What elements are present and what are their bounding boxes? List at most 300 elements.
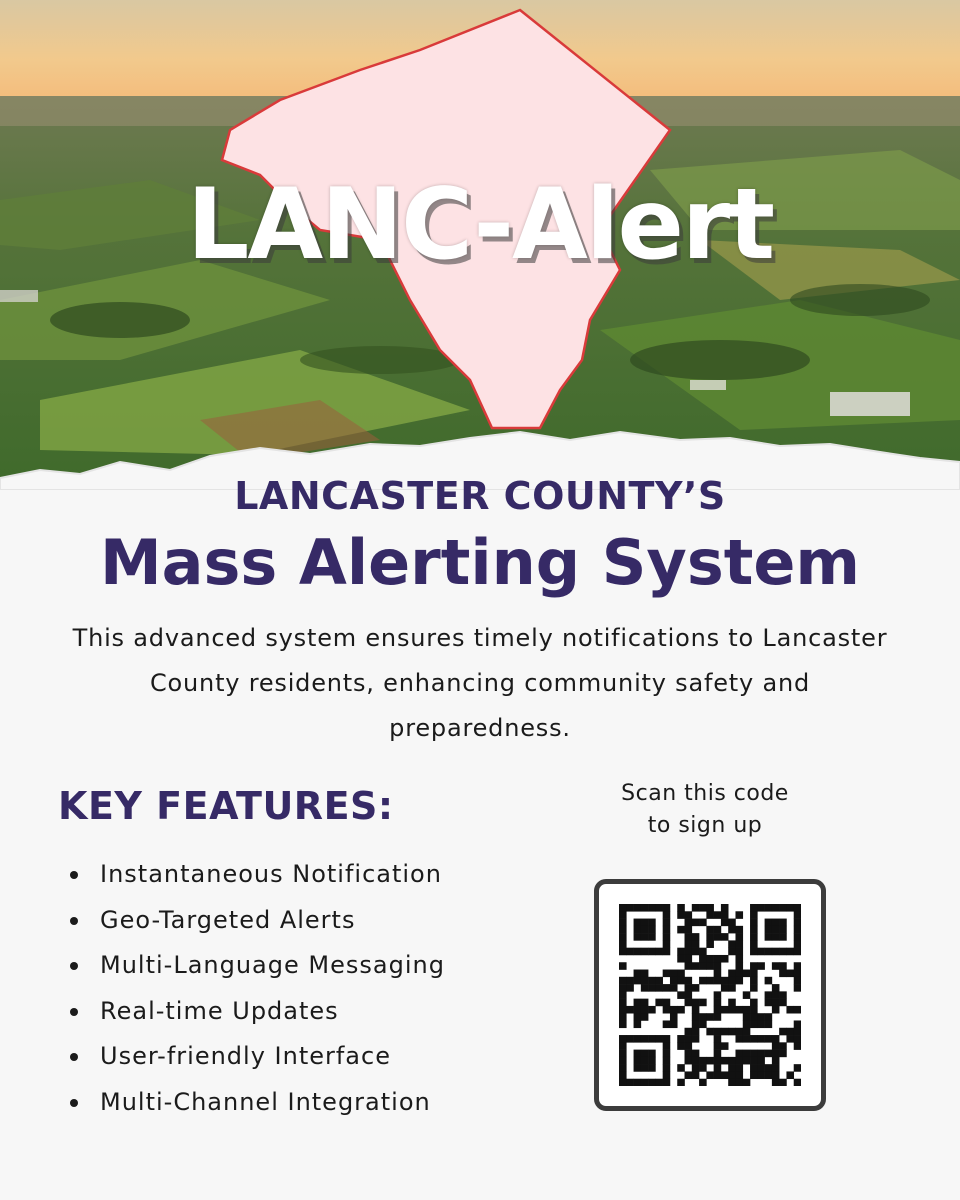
qr-module <box>634 933 642 941</box>
qr-module <box>750 911 758 919</box>
qr-module <box>663 1020 671 1028</box>
qr-module <box>626 1035 634 1043</box>
qr-module <box>772 933 780 941</box>
qr-module <box>619 933 627 941</box>
qr-module <box>663 999 671 1007</box>
qr-module <box>765 919 773 927</box>
qr-module <box>670 977 678 985</box>
qr-module <box>692 1071 700 1079</box>
description-paragraph <box>20 616 940 751</box>
qr-module <box>757 948 765 956</box>
qr-module <box>779 991 787 999</box>
qr-module <box>706 904 714 912</box>
qr-module <box>655 904 663 912</box>
qr-module <box>641 977 649 985</box>
qr-module <box>794 1035 801 1043</box>
qr-module <box>735 970 743 978</box>
qr-module <box>735 962 743 970</box>
qr-module <box>714 1071 722 1079</box>
qr-module <box>619 926 627 934</box>
qr-module <box>663 1079 671 1086</box>
qr-module <box>779 999 787 1007</box>
qr-module <box>692 940 700 948</box>
qr-module <box>779 1042 787 1050</box>
qr-module <box>663 1035 671 1043</box>
qr-module <box>685 984 693 992</box>
qr-module <box>743 1006 751 1014</box>
qr-module <box>743 1013 751 1021</box>
qr-module <box>728 919 736 927</box>
qr-module <box>641 1057 649 1065</box>
qr-module <box>641 904 649 912</box>
qr-module <box>765 926 773 934</box>
qr-module <box>779 933 787 941</box>
scan-line: Scan this code <box>621 781 789 806</box>
qr-module <box>685 1050 693 1058</box>
qr-module <box>619 1042 627 1050</box>
qr-module <box>641 1064 649 1072</box>
qr-module <box>721 1028 729 1036</box>
qr-module <box>728 1028 736 1036</box>
qr-module <box>772 984 780 992</box>
qr-module <box>772 1006 780 1014</box>
qr-module <box>619 1013 627 1021</box>
qr-module <box>772 1079 780 1086</box>
qr-module <box>772 1064 780 1072</box>
qr-module <box>685 948 693 956</box>
qr-module <box>685 911 693 919</box>
qr-module <box>779 1050 787 1058</box>
qr-module <box>714 1064 722 1072</box>
qr-module <box>779 1028 787 1036</box>
qr-module <box>663 926 671 934</box>
qr-module <box>743 1057 751 1065</box>
qr-module <box>714 991 722 999</box>
qr-module <box>714 1042 722 1050</box>
qr-module <box>765 1064 773 1072</box>
qr-module <box>655 1079 663 1086</box>
qr-module <box>714 1057 722 1065</box>
qr-module <box>794 911 801 919</box>
description-line: preparedness. <box>389 714 571 742</box>
qr-module <box>677 926 685 934</box>
qr-module <box>750 904 758 912</box>
qr-module <box>692 962 700 970</box>
qr-module <box>714 1050 722 1058</box>
qr-module <box>655 999 663 1007</box>
qr-module <box>728 970 736 978</box>
qr-module <box>648 926 656 934</box>
qr-module <box>692 904 700 912</box>
qr-module <box>641 948 649 956</box>
scan-line: to sign up <box>647 813 763 838</box>
qr-module <box>750 926 758 934</box>
qr-module <box>634 999 642 1007</box>
qr-module <box>619 1064 627 1072</box>
qr-module <box>648 1064 656 1072</box>
qr-module <box>641 1035 649 1043</box>
qr-module <box>794 1042 801 1050</box>
qr-module <box>794 1028 801 1036</box>
qr-module <box>735 1035 743 1043</box>
qr-module <box>721 1057 729 1065</box>
qr-module <box>648 1079 656 1086</box>
qr-module <box>714 1013 722 1021</box>
qr-module <box>750 940 758 948</box>
qr-module <box>765 1050 773 1058</box>
qr-module <box>735 1071 743 1079</box>
qr-module <box>743 1028 751 1036</box>
qr-module <box>663 1042 671 1050</box>
qr-module <box>750 933 758 941</box>
qr-module <box>772 926 780 934</box>
qr-module <box>728 984 736 992</box>
qr-module <box>721 919 729 927</box>
qr-module <box>772 1057 780 1065</box>
qr-module <box>794 933 801 941</box>
qr-module <box>765 904 773 912</box>
qr-module <box>728 1006 736 1014</box>
qr-module <box>735 1028 743 1036</box>
qr-module <box>634 1020 642 1028</box>
qr-module <box>677 1035 685 1043</box>
qr-module <box>750 1013 758 1021</box>
qr-module <box>641 926 649 934</box>
qr-module <box>634 970 642 978</box>
qr-module <box>728 1064 736 1072</box>
qr-module <box>692 1028 700 1036</box>
qr-module <box>626 1006 634 1014</box>
qr-module <box>699 962 707 970</box>
qr-module <box>619 1071 627 1079</box>
qr-module <box>692 948 700 956</box>
qr-module <box>655 1035 663 1043</box>
qr-module <box>743 1035 751 1043</box>
qr-module <box>699 1057 707 1065</box>
qr-module <box>721 911 729 919</box>
qr-module <box>721 977 729 985</box>
qr-module <box>721 933 729 941</box>
qr-module <box>757 1035 765 1043</box>
qr-module <box>641 919 649 927</box>
qr-module <box>634 926 642 934</box>
qr-module <box>619 911 627 919</box>
qr-module <box>619 977 627 985</box>
qr-module <box>634 904 642 912</box>
qr-module <box>757 1064 765 1072</box>
qr-module <box>750 1064 758 1072</box>
qr-module <box>685 1057 693 1065</box>
qr-module <box>699 948 707 956</box>
qr-module <box>779 926 787 934</box>
qr-module <box>735 1064 743 1072</box>
qr-code-icon[interactable] <box>619 904 801 1086</box>
qr-module <box>663 1050 671 1058</box>
qr-module <box>765 948 773 956</box>
qr-module <box>750 984 758 992</box>
qr-module <box>735 933 743 941</box>
qr-module <box>772 1035 780 1043</box>
qr-module <box>706 1071 714 1079</box>
qr-module <box>743 1079 751 1086</box>
qr-module <box>677 948 685 956</box>
qr-module <box>772 1042 780 1050</box>
qr-module <box>685 926 693 934</box>
feature-item: Multi-Channel Integration <box>66 1080 445 1126</box>
qr-module <box>655 984 663 992</box>
qr-module <box>626 948 634 956</box>
qr-module <box>706 933 714 941</box>
page-title: Mass Alerting System <box>99 526 861 599</box>
qr-module <box>699 1013 707 1021</box>
qr-module <box>735 948 743 956</box>
qr-module <box>699 999 707 1007</box>
qr-module <box>728 1079 736 1086</box>
qr-module <box>772 1050 780 1058</box>
qr-module <box>750 948 758 956</box>
qr-module <box>634 919 642 927</box>
qr-module <box>619 919 627 927</box>
qr-module <box>794 962 801 970</box>
qr-module <box>721 984 729 992</box>
qr-module <box>765 991 773 999</box>
qr-module <box>619 940 627 948</box>
qr-module <box>765 999 773 1007</box>
qr-module <box>663 948 671 956</box>
features-list <box>66 852 445 1125</box>
qr-module <box>721 1006 729 1014</box>
qr-module <box>765 933 773 941</box>
qr-module <box>685 940 693 948</box>
qr-module <box>663 911 671 919</box>
hero-banner <box>0 0 960 490</box>
qr-module <box>750 1071 758 1079</box>
qr-module <box>634 1050 642 1058</box>
qr-module <box>699 919 707 927</box>
qr-module <box>663 933 671 941</box>
qr-module <box>750 1057 758 1065</box>
qr-module <box>794 926 801 934</box>
qr-module <box>794 984 801 992</box>
qr-module <box>714 933 722 941</box>
qr-module <box>728 940 736 948</box>
qr-module <box>648 977 656 985</box>
qr-module <box>735 1079 743 1086</box>
qr-module <box>634 948 642 956</box>
qr-module <box>714 962 722 970</box>
qr-module <box>663 984 671 992</box>
qr-module <box>735 1057 743 1065</box>
qr-module <box>663 940 671 948</box>
qr-module <box>750 970 758 978</box>
qr-module <box>648 984 656 992</box>
qr-module <box>772 948 780 956</box>
qr-module <box>699 1079 707 1086</box>
qr-module <box>794 1064 801 1072</box>
qr-module <box>619 984 627 992</box>
qr-module <box>663 1071 671 1079</box>
qr-module <box>699 1064 707 1072</box>
qr-module <box>750 977 758 985</box>
qr-module <box>779 904 787 912</box>
qr-module <box>786 1035 794 1043</box>
qr-module <box>685 999 693 1007</box>
qr-module <box>743 991 751 999</box>
qr-module <box>634 1035 642 1043</box>
qr-module <box>735 955 743 963</box>
qr-module <box>772 1071 780 1079</box>
qr-module <box>721 1071 729 1079</box>
qr-module <box>772 904 780 912</box>
qr-module <box>677 970 685 978</box>
qr-module <box>706 1057 714 1065</box>
feature-item: User-friendly Interface <box>66 1034 445 1080</box>
qr-module <box>692 1050 700 1058</box>
qr-module <box>765 1020 773 1028</box>
qr-module <box>714 970 722 978</box>
qr-module <box>743 1020 751 1028</box>
feature-item: Multi-Language Messaging <box>66 943 445 989</box>
scan-instructions <box>560 778 850 842</box>
qr-module <box>706 962 714 970</box>
qr-module <box>765 977 773 985</box>
description-line: County residents, enhancing community safety and <box>150 669 810 697</box>
qr-module <box>663 970 671 978</box>
qr-module <box>670 1013 678 1021</box>
qr-module <box>692 984 700 992</box>
qr-module <box>728 977 736 985</box>
qr-module <box>692 1013 700 1021</box>
qr-module <box>677 955 685 963</box>
qr-module <box>706 977 714 985</box>
qr-module <box>714 1028 722 1036</box>
qr-module <box>677 1042 685 1050</box>
qr-module <box>626 984 634 992</box>
qr-module <box>619 1035 627 1043</box>
features-heading: KEY FEATURES: <box>58 784 394 828</box>
qr-module <box>641 970 649 978</box>
qr-module <box>757 1050 765 1058</box>
qr-module <box>626 977 634 985</box>
qr-module <box>677 1079 685 1086</box>
qr-module <box>619 1050 627 1058</box>
qr-module <box>714 1035 722 1043</box>
qr-module <box>794 1020 801 1028</box>
qr-module <box>670 970 678 978</box>
qr-module <box>685 991 693 999</box>
feature-item: Geo-Targeted Alerts <box>66 898 445 944</box>
qr-module <box>786 1028 794 1036</box>
qr-module <box>714 911 722 919</box>
qr-module <box>735 911 743 919</box>
qr-module <box>706 1028 714 1036</box>
qr-module <box>685 962 693 970</box>
qr-module <box>655 977 663 985</box>
qr-module <box>786 1006 794 1014</box>
qr-module <box>663 1064 671 1072</box>
qr-module <box>619 948 627 956</box>
qr-module <box>735 926 743 934</box>
qr-module <box>728 1071 736 1079</box>
qr-module <box>772 991 780 999</box>
qr-module <box>677 904 685 912</box>
qr-module <box>641 1050 649 1058</box>
qr-module <box>786 904 794 912</box>
qr-module <box>677 1064 685 1072</box>
qr-module <box>794 977 801 985</box>
feature-item: Instantaneous Notification <box>66 852 445 898</box>
qr-module <box>743 1050 751 1058</box>
qr-module <box>706 926 714 934</box>
qr-module <box>786 948 794 956</box>
qr-module <box>648 1006 656 1014</box>
qr-code-frame[interactable] <box>594 879 826 1111</box>
qr-module <box>685 1071 693 1079</box>
qr-module <box>692 933 700 941</box>
qr-module <box>728 999 736 1007</box>
qr-module <box>648 948 656 956</box>
qr-module <box>794 904 801 912</box>
qr-module <box>619 1020 627 1028</box>
qr-module <box>677 977 685 985</box>
qr-module <box>692 999 700 1007</box>
qr-module <box>641 1079 649 1086</box>
qr-module <box>692 919 700 927</box>
qr-module <box>750 1035 758 1043</box>
qr-module <box>750 919 758 927</box>
qr-module <box>685 955 693 963</box>
qr-module <box>685 1042 693 1050</box>
qr-module <box>663 1057 671 1065</box>
qr-module <box>757 1013 765 1021</box>
qr-module <box>772 962 780 970</box>
qr-module <box>634 1079 642 1086</box>
qr-module <box>721 904 729 912</box>
qr-module <box>692 1057 700 1065</box>
qr-module <box>757 1071 765 1079</box>
qr-module <box>619 1079 627 1086</box>
qr-module <box>626 1079 634 1086</box>
qr-module <box>685 919 693 927</box>
qr-module <box>750 1006 758 1014</box>
qr-module <box>641 984 649 992</box>
qr-module <box>685 1035 693 1043</box>
qr-module <box>648 1035 656 1043</box>
qr-module <box>626 904 634 912</box>
qr-module <box>677 1006 685 1014</box>
qr-module <box>706 955 714 963</box>
qr-module <box>641 999 649 1007</box>
county-subtitle: LANCASTER COUNTY’S <box>234 474 726 518</box>
qr-module <box>794 1006 801 1014</box>
qr-module <box>706 911 714 919</box>
qr-module <box>692 1035 700 1043</box>
qr-module <box>714 926 722 934</box>
qr-module <box>728 1057 736 1065</box>
qr-module <box>772 999 780 1007</box>
description-line: This advanced system ensures timely notifications to Lancaster <box>72 624 888 652</box>
qr-module <box>794 970 801 978</box>
qr-module <box>728 926 736 934</box>
qr-module <box>619 991 627 999</box>
qr-module <box>772 919 780 927</box>
qr-module <box>794 948 801 956</box>
qr-module <box>699 904 707 912</box>
qr-module <box>794 1079 801 1086</box>
qr-module <box>765 1035 773 1043</box>
qr-module <box>619 999 627 1007</box>
app-logo-title: LANC-Alert <box>186 168 774 282</box>
